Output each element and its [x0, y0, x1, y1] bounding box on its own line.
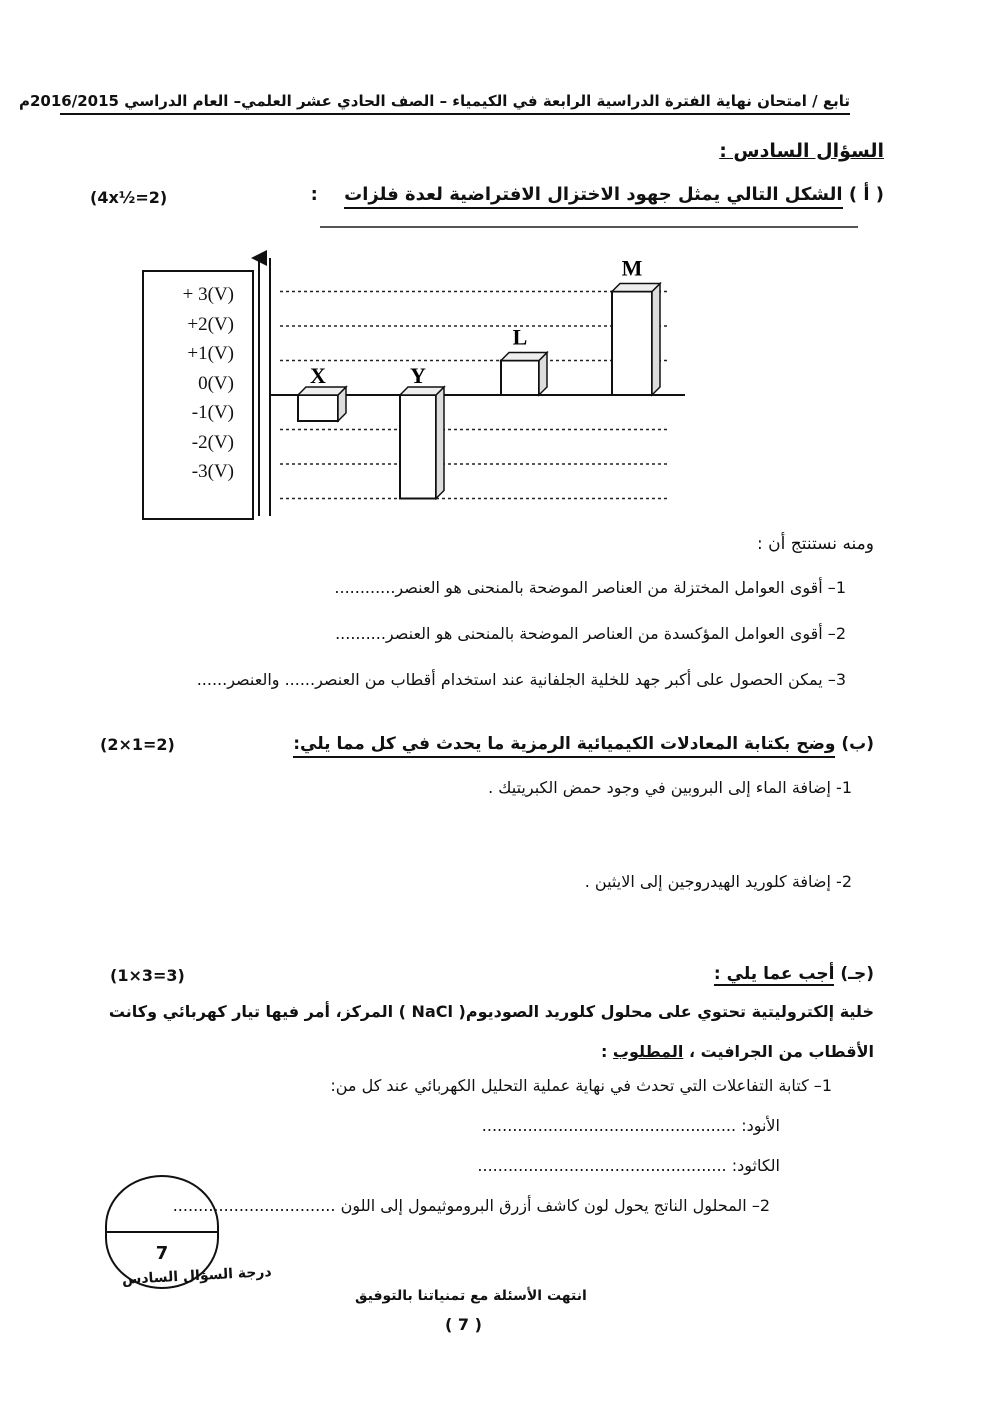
answer-dots: ..........: [335, 624, 386, 643]
section-c-item-1: 1– كتابة التفاعلات التي تحدث في نهاية عملية التحليل الكهربائي عند كل من:: [330, 1076, 832, 1095]
score-divider: [107, 1231, 217, 1233]
bar-x: [298, 387, 346, 421]
conclusion-item-1: [334, 578, 846, 597]
closing-text: انتهت الأسئلة مع تمنياتنا بالتوفيق: [355, 1288, 587, 1304]
bar-y: [400, 387, 444, 499]
section-b-item-1: 1- إضافة الماء إلى البروبين في وجود حمض الكبريتيك .: [488, 778, 852, 797]
section-c-heading: [714, 964, 874, 984]
section-b-label: (ب): [841, 734, 874, 754]
section-b-heading-text: وضح بكتابة المعادلات الكيميائية الرمزية ما يحدث في كل مما يلي:: [293, 734, 835, 758]
cathode-label: الكاثود:: [731, 1156, 780, 1175]
anode-label: الأنود:: [741, 1116, 780, 1135]
answer-dots: ......: [196, 670, 228, 689]
section-c-label: (جـ): [840, 964, 874, 984]
scale-label: -1(V): [191, 402, 234, 423]
scale-label: -2(V): [191, 431, 234, 453]
required-label: المطلوب: [612, 1042, 684, 1061]
section-a-heading: [311, 184, 884, 205]
reduction-potential-chart: [250, 240, 700, 530]
section-c-marks: (1×3=3): [110, 966, 185, 985]
bar-m: [612, 284, 660, 396]
conclusion-item-2: [335, 624, 846, 643]
section-b-heading: [293, 734, 874, 754]
score-value: 7: [155, 1243, 169, 1264]
answer-dots: ............: [334, 578, 396, 597]
section-c-paragraph-2: [601, 1042, 874, 1061]
section-c-item-2-text: 2– المحلول الناتج يحول لون كاشف أزرق البروموثيمول إلى اللون: [340, 1196, 770, 1215]
bar-l: [501, 353, 547, 396]
scale-label: +2(V): [187, 313, 234, 335]
paragraph-2-text: الأقطاب من الجرافيت ،: [688, 1042, 874, 1061]
exam-header: تابع / امتحان نهاية الفترة الدراسية الرابعة في الكيمياء – الصف الحادي عشر العلمي– العام الدراسي 2016/2015م: [60, 92, 850, 115]
section-b-marks: (2×1=2): [100, 735, 175, 754]
section-a-marks: (4x½=2): [90, 188, 168, 207]
answer-dots: .................................................: [477, 1156, 727, 1175]
scale-label: 0(V): [198, 372, 234, 394]
bar-label-m: M: [621, 255, 643, 281]
scale-label: -3(V): [191, 461, 234, 482]
page-number: ( 7 ): [445, 1315, 482, 1334]
section-a-divider: [320, 226, 858, 228]
cathode-line: [477, 1156, 780, 1175]
question-title-text: السؤال السادس :: [719, 140, 884, 162]
section-a-colon: :: [310, 184, 318, 205]
section-a-heading-text: الشكل التالي يمثل جهود الاختزال الافتراضية لعدة فلزات: [344, 184, 842, 209]
conclusion-item-3: [197, 670, 846, 689]
section-b-item-2: 2- إضافة كلوريد الهيدروجين إلى الايثين .: [584, 872, 852, 891]
score-label: درجة السؤال السادس: [122, 1264, 273, 1288]
bar-label-l: L: [512, 324, 528, 350]
conclusion-item-3-text: 3– يمكن الحصول على أكبر جهد للخلية الجلفانية عند استخدام أقطاب من العنصر...... والعنصر: [227, 670, 846, 689]
conclusion-intro: ومنه نستنتج أن :: [757, 534, 874, 554]
question-title: [719, 140, 884, 162]
bar-label-x: X: [310, 363, 326, 388]
section-c-item-2: [173, 1196, 770, 1215]
anode-line: [482, 1116, 780, 1135]
scale-label: + 3(V): [182, 284, 234, 305]
bar-label-y: Y: [410, 363, 426, 388]
conclusion-item-2-text: 2– أقوى العوامل المؤكسدة من العناصر الموضحة بالمنحنى هو العنصر: [385, 624, 846, 643]
answer-dots: ................................: [172, 1196, 336, 1215]
section-c-heading-text: أجب عما يلي :: [713, 964, 835, 984]
answer-dots: ..................................................: [481, 1116, 737, 1135]
paragraph-2-colon: :: [600, 1042, 608, 1061]
scale-label: +1(V): [187, 343, 234, 364]
section-c-paragraph-1: خلية إلكتروليتية تحتوي على محلول كلوريد الصوديوم( NaCl ) المركز، أمر فيها تيار كهربائي وكانت: [108, 1002, 874, 1021]
conclusion-item-1-text: 1– أقوى العوامل المختزلة من العناصر الموضحة بالمنحنى هو العنصر: [395, 578, 846, 597]
potential-scale-legend: [142, 270, 254, 520]
section-a-label: ( أ ): [848, 184, 884, 205]
